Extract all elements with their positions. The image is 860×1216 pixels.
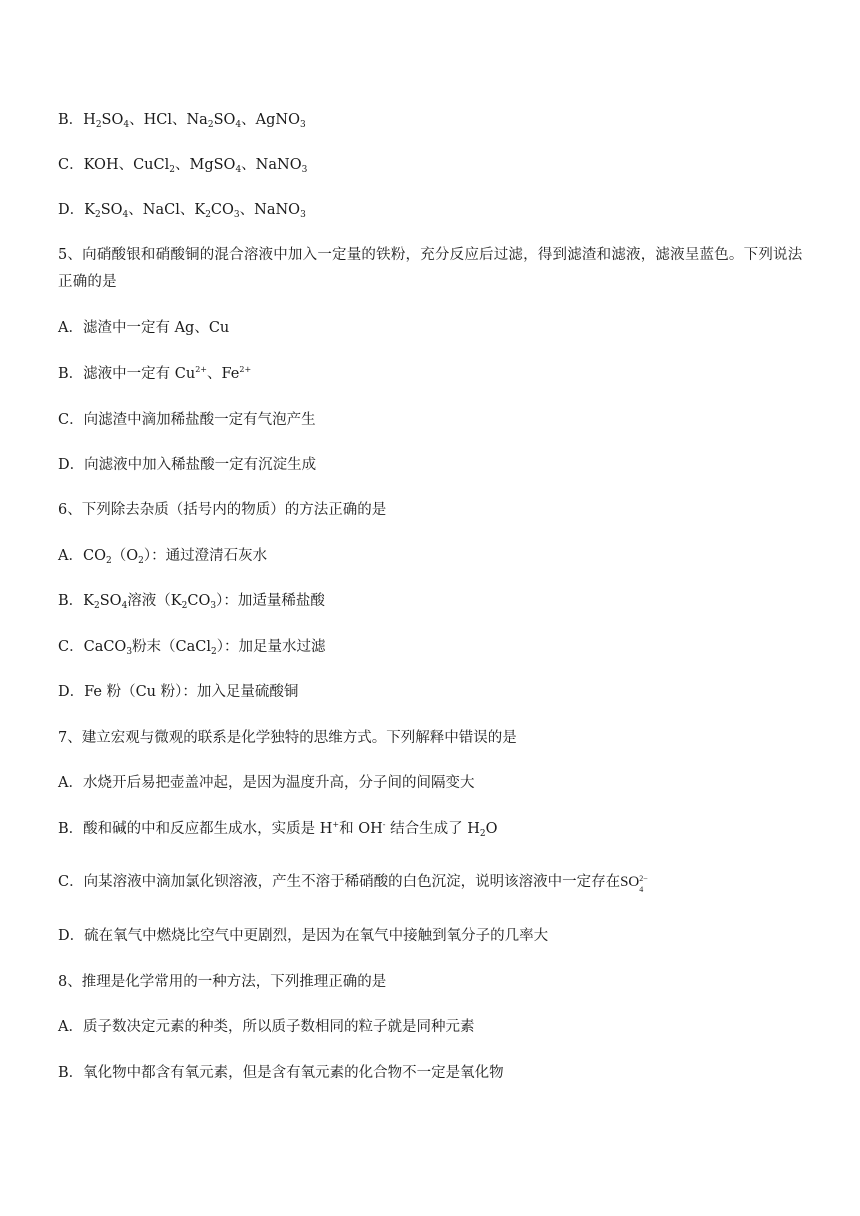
formula-subscript: 2 <box>211 647 217 657</box>
formula-superscript: + <box>332 820 340 829</box>
formula-text: H <box>83 112 96 128</box>
formula-subscript: 2 <box>94 601 100 611</box>
formula-subscript: 4 <box>123 120 130 130</box>
q7-option-c-text: C．向某溶液中滴加氯化钡溶液，产生不溶于稀硝酸的白色沉淀，说明该溶液中一定存在 <box>58 874 621 890</box>
q4-option-d <box>58 200 306 220</box>
sulfate-ion-symbol: SO <box>620 874 640 890</box>
q5-option-a: A．滤渣中一定有 Ag、Cu <box>58 320 230 336</box>
formula-text: ）：通过澄清石灰水 <box>143 548 268 564</box>
formula-text: 、NaCl、K <box>128 202 206 218</box>
formula-text: K <box>84 202 95 218</box>
formula-subscript: 3 <box>300 210 306 220</box>
formula-subscript: 4 <box>122 210 129 220</box>
sulfate-ion-charge: 2− <box>639 874 648 883</box>
formula-subscript: 2 <box>169 165 175 175</box>
q7-option-a: A．水烧开后易把壶盖冲起，是因为温度升高，分子间的间隔变大 <box>58 775 475 791</box>
formula-subscript: 3 <box>301 165 308 175</box>
formula-text: CO <box>187 593 211 609</box>
formula-subscript: 2 <box>95 120 102 130</box>
formula-subscript: 2 <box>181 601 188 611</box>
q8-option-a: A．质子数决定元素的种类，所以质子数相同的粒子就是同种元素 <box>58 1019 475 1035</box>
formula-text: SO <box>100 202 123 218</box>
formula-text: KOH、CuCl <box>83 157 170 173</box>
formula-subscript: 4 <box>235 165 242 175</box>
q5-option-d: D．向滤液中加入稀盐酸一定有沉淀生成 <box>58 457 317 473</box>
q4-option-c <box>58 155 307 175</box>
q6-option-a <box>58 546 267 566</box>
q7-option-c <box>58 872 649 892</box>
formula-text: A．CO <box>58 548 106 564</box>
formula-subscript: 3 <box>299 120 306 130</box>
q6-option-c <box>58 637 326 657</box>
q5-option-b-text2: 、Fe <box>207 366 240 382</box>
formula-subscript: 4 <box>121 601 128 611</box>
formula-subscript: 3 <box>126 647 133 657</box>
formula-text: O <box>485 821 498 837</box>
formula-subscript: 2 <box>94 210 101 220</box>
formula-superscript: - <box>382 820 386 829</box>
q4-option-b <box>58 110 306 130</box>
formula-subscript: 3 <box>233 210 240 220</box>
formula-text: 、AgNO <box>241 112 300 128</box>
sulfate-ion <box>620 872 649 892</box>
q7-option-d: D．硫在氧气中燃烧比空气中更剧烈，是因为在氧气中接触到氧分子的几率大 <box>58 928 549 944</box>
option-letter: B． <box>58 112 84 128</box>
q5-option-b <box>58 364 251 384</box>
q5-option-c: C．向滤渣中滴加稀盐酸一定有气泡产生 <box>58 412 316 428</box>
q7-stem: 7、建立宏观与微观的联系是化学独特的思维方式。下列解释中错误的是 <box>58 730 517 746</box>
q7-option-b <box>58 819 497 839</box>
formula-text: SO <box>101 112 124 128</box>
formula-subscript: 3 <box>210 601 217 611</box>
q5-option-b-charge2: 2+ <box>239 365 252 374</box>
formula-subscript: 4 <box>235 120 242 130</box>
formula-subscript: 2 <box>205 210 211 220</box>
formula-text: 、NaNO <box>239 202 301 218</box>
formula-subscript: 2 <box>138 556 144 566</box>
q6-option-b <box>58 591 325 611</box>
formula-text: CO <box>210 202 234 218</box>
q6-stem: 6、下列除去杂质（括号内的物质）的方法正确的是 <box>58 502 387 518</box>
formula-subscript: 2 <box>207 120 214 130</box>
formula-subscript: 2 <box>105 556 112 566</box>
q5-option-b-text1: B．滤液中一定有 Cu <box>58 366 196 382</box>
q5-stem: 5、向硝酸银和硝酸铜的混合溶液中加入一定量的铁粉，充分反应后过滤，得到滤渣和滤液，滤液呈蓝色。下列说法正确的是 <box>58 247 803 290</box>
formula-text: ）：加适量稀盐酸 <box>216 593 325 609</box>
formula-subscript: 2 <box>479 829 486 839</box>
formula-text: SO <box>213 112 236 128</box>
formula-text: （O <box>111 548 139 564</box>
formula-text: 和 OH <box>339 821 383 837</box>
sulfate-ion-subscript: 4 <box>639 885 644 894</box>
q6-option-d: D．Fe 粉（Cu 粉）：加入足量硫酸铜 <box>58 684 299 700</box>
q5-option-b-charge1: 2+ <box>195 365 207 374</box>
q8-stem: 8、推理是化学常用的一种方法，下列推理正确的是 <box>58 974 387 990</box>
formula-text: B．酸和碱的中和反应都生成水，实质是 H <box>58 821 333 837</box>
formula-text: 、HCl、Na <box>129 112 208 128</box>
q8-option-b: B．氧化物中都含有氧元素，但是含有氧元素的化合物不一定是氧化物 <box>58 1065 504 1081</box>
formula-text: 、NaNO <box>241 157 302 173</box>
formula-text: 、MgSO <box>174 157 236 173</box>
option-letter: D． <box>58 202 85 218</box>
option-letter: C． <box>58 157 84 173</box>
formula-text: ）：加足量水过滤 <box>216 639 326 655</box>
formula-text: 粉末（CaCl <box>132 639 212 655</box>
formula-text: 溶液（K <box>127 593 182 609</box>
formula-text: B．K <box>58 593 94 609</box>
formula-text: 结合生成了 H <box>385 821 480 837</box>
formula-text: C．CaCO <box>58 639 127 655</box>
formula-text: SO <box>99 593 122 609</box>
